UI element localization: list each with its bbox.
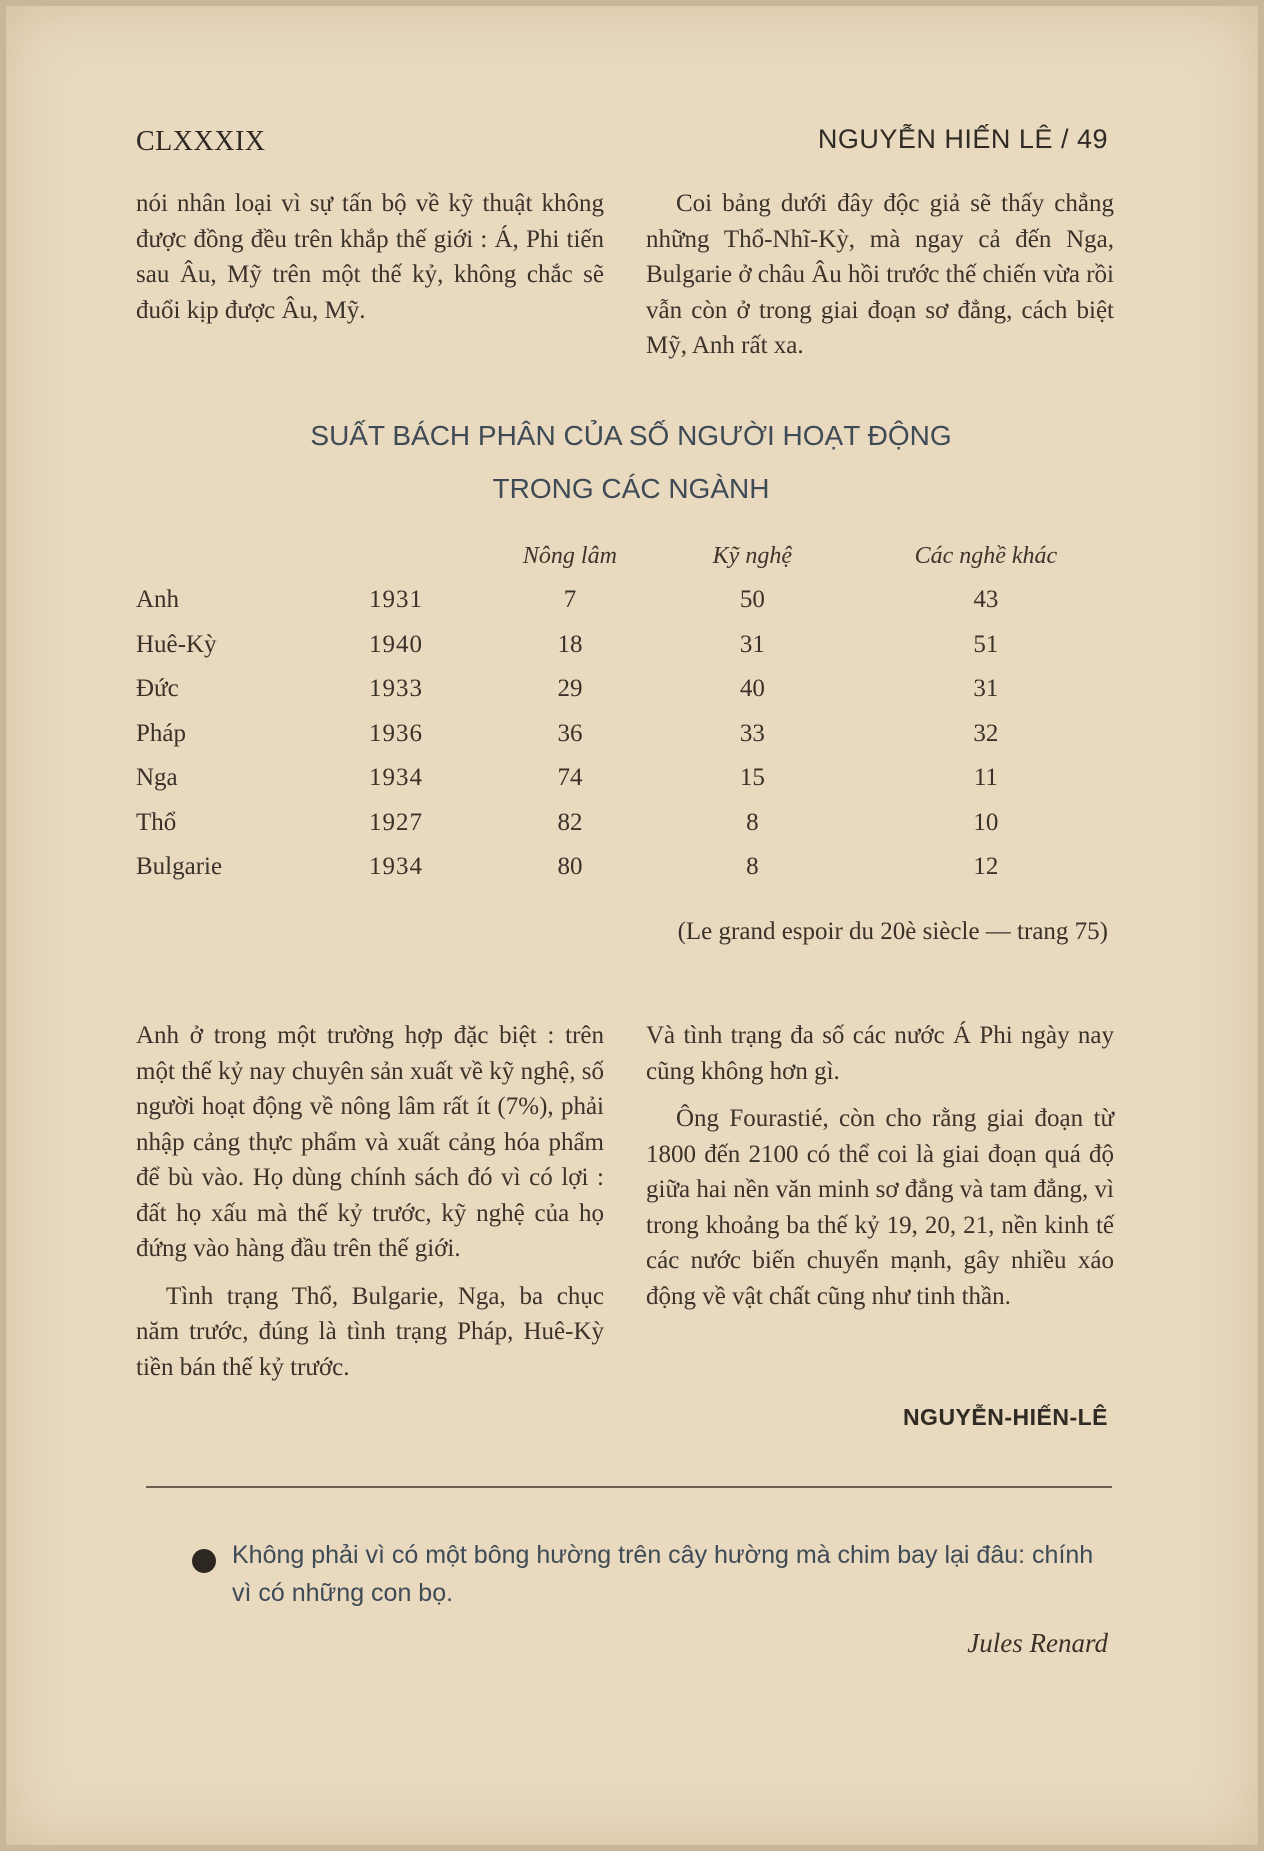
other-cell: 51 xyxy=(973,630,999,658)
industry-cell: 40 xyxy=(739,675,765,703)
bullet-icon xyxy=(192,1549,216,1573)
table-title-line2: TRONG CÁC NGÀNH xyxy=(492,473,770,504)
page-series-number: CLXXXIX xyxy=(136,126,266,157)
agriculture-cell: 80 xyxy=(557,853,583,881)
year-cell: 1934 xyxy=(369,853,423,881)
table-source-citation: (Le grand espoir du 20è siècle — trang 75) xyxy=(677,918,1108,945)
table-row xyxy=(136,801,1136,846)
industry-cell: 8 xyxy=(746,808,759,836)
table-header-row xyxy=(136,534,1136,578)
top-left-column xyxy=(136,186,604,328)
industry-cell: 15 xyxy=(739,764,765,792)
agriculture-cell: 82 xyxy=(557,808,583,836)
header-country xyxy=(136,534,321,578)
year-cell: 1934 xyxy=(369,764,423,792)
bottom-left-column xyxy=(136,1018,604,1385)
year-cell: 1927 xyxy=(369,808,423,836)
top-right-column xyxy=(646,186,1114,364)
quote-author: Jules Renard xyxy=(967,1628,1108,1658)
country-cell: Pháp xyxy=(136,719,186,747)
industry-cell: 31 xyxy=(739,630,765,658)
table-row xyxy=(136,756,1136,801)
country-cell: Anh xyxy=(136,586,180,614)
industry-cell: 8 xyxy=(746,853,759,881)
other-cell: 32 xyxy=(973,719,999,747)
page xyxy=(6,6,1258,1845)
bottom-left-paragraph-1: Anh ở trong một trường hợp đặc biệt : trên một thế kỷ nay chuyên sản xuất về kỹ nghệ, số người hoạt động về nông lâm rất ít (7%), phải nhập cảng thực phẩm và xuất cảng hóa phẩm để bù vào. Họ dùng chính sách đó vì có lợi : đất họ xấu mà thế kỷ trước, kỹ nghệ của họ đứng vào hàng đầu trên thế giới. xyxy=(136,1022,604,1262)
bottom-right-paragraph-2: Ông Fourastié, còn cho rằng giai đoạn từ 1800 đến 2100 có thể coi là giai đoạn quá độ giữa hai nền văn minh sơ đẳng và tam đẳng, vì trong khoảng ba thế kỷ 19, 20, 21, nền kinh tế các nước biến chuyển mạnh, gây nhiều xáo động về vật chất cũng như tinh thần. xyxy=(646,1105,1114,1310)
quote-text: Không phải vì có một bông hường trên cây hường mà chim bay lại đâu: chính vì có những con bọ. xyxy=(232,1541,1094,1607)
year-cell: 1936 xyxy=(369,719,423,747)
section-divider xyxy=(146,1486,1112,1488)
agriculture-cell: 29 xyxy=(557,675,583,703)
year-cell: 1931 xyxy=(369,586,423,614)
header-year xyxy=(321,534,471,578)
industry-cell: 50 xyxy=(739,586,765,614)
bottom-right-column xyxy=(646,1018,1114,1314)
top-left-paragraph: nói nhân loại vì sự tấn bộ về kỹ thuật không được đồng đều trên khắp thế giới : Á, Phi tiến sau Âu, Mỹ trên một thế kỷ, không chắc sẽ đuổi kịp được Âu, Mỹ. xyxy=(136,190,604,324)
other-cell: 10 xyxy=(973,808,999,836)
table-row xyxy=(136,578,1136,623)
agriculture-cell: 36 xyxy=(557,719,583,747)
country-cell: Nga xyxy=(136,764,178,792)
table-row xyxy=(136,667,1136,712)
page-header-author-page: NGUYỄN HIẾN LÊ / 49 xyxy=(817,124,1108,154)
country-cell: Đức xyxy=(136,675,179,703)
header-industry: Kỹ nghệ xyxy=(712,542,792,569)
bottom-left-paragraph-2: Tình trạng Thổ, Bulgarie, Nga, ba chục năm trước, đúng là tình trạng Pháp, Huê-Kỳ tiền bán thế kỷ trước. xyxy=(136,1282,604,1381)
table-row xyxy=(136,623,1136,668)
agriculture-cell: 74 xyxy=(557,764,583,792)
statistics-table xyxy=(136,534,1136,890)
year-cell: 1933 xyxy=(369,675,423,703)
header-agriculture: Nông lâm xyxy=(522,542,617,569)
year-cell: 1940 xyxy=(369,630,423,658)
country-cell: Huê-Kỳ xyxy=(136,630,217,658)
industry-cell: 33 xyxy=(739,719,765,747)
table-row xyxy=(136,712,1136,757)
agriculture-cell: 18 xyxy=(557,630,583,658)
other-cell: 31 xyxy=(973,675,999,703)
bottom-right-paragraph-1: Và tình trạng đa số các nước Á Phi ngày nay cũng không hơn gì. xyxy=(646,1022,1114,1085)
table-title-line1: SUẤT BÁCH PHÂN CỦA SỐ NGƯỜI HOẠT ĐỘNG xyxy=(310,420,952,451)
header-other: Các nghề khác xyxy=(914,542,1058,569)
country-cell: Bulgarie xyxy=(136,853,223,881)
other-cell: 11 xyxy=(973,764,998,792)
table-row xyxy=(136,845,1136,890)
other-cell: 43 xyxy=(973,586,999,614)
top-right-paragraph: Coi bảng dưới đây độc giả sẽ thấy chẳng những Thổ-Nhĩ-Kỳ, mà ngay cả đến Nga, Bulgarie ở châu Âu hồi trước thế chiến vừa rồi vẫn còn ở trong giai đoạn sơ đẳng, cách biệt Mỹ, Anh rất xa. xyxy=(646,190,1114,359)
agriculture-cell: 7 xyxy=(563,586,577,614)
author-signature: NGUYỄN-HIẾN-LÊ xyxy=(902,1404,1108,1430)
other-cell: 12 xyxy=(973,853,999,881)
country-cell: Thổ xyxy=(136,808,177,836)
